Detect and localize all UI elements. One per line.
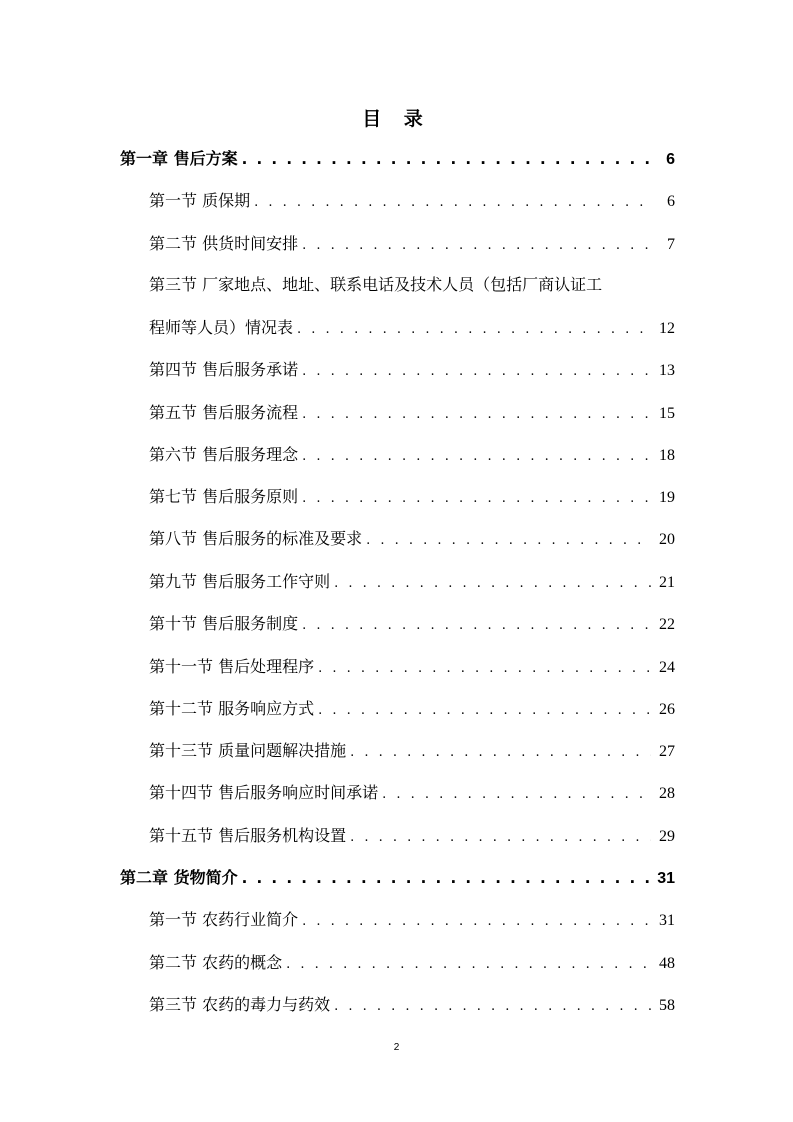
toc-section-1-8[interactable] <box>149 526 675 552</box>
footer-page-number: 2 <box>393 1042 400 1053</box>
toc-leader-dots <box>366 528 651 554</box>
toc-section-label-continued: 程师等人员）情况表 <box>149 318 294 337</box>
toc-section-label: 第七节 售后服务原则 <box>149 487 299 506</box>
toc-section-label: 第二节 农药的概念 <box>149 953 283 972</box>
toc-leader-dots <box>302 402 651 428</box>
toc-section-label: 第十二节 服务响应方式 <box>149 699 315 718</box>
toc-page-number: 18 <box>659 447 675 464</box>
toc-page-number: 29 <box>659 828 675 845</box>
toc-page-number: 28 <box>659 785 675 802</box>
toc-section-1-1[interactable] <box>149 188 675 214</box>
toc-section-label: 第十一节 售后处理程序 <box>149 657 315 676</box>
toc-page-number: 31 <box>657 870 675 887</box>
toc-section-label: 第十节 售后服务制度 <box>149 614 299 633</box>
toc-section-label: 第一节 农药行业简介 <box>149 910 299 929</box>
toc-leader-dots <box>242 865 651 891</box>
toc-section-1-7[interactable] <box>149 484 675 510</box>
toc-section-1-11[interactable] <box>149 654 675 680</box>
toc-page-number: 12 <box>659 320 675 337</box>
toc-page-number: 27 <box>659 743 675 760</box>
toc-section-label: 第四节 售后服务承诺 <box>149 360 299 379</box>
toc-section-label: 第三节 农药的毒力与药效 <box>149 995 331 1014</box>
toc-leader-dots <box>318 698 651 724</box>
toc-chapter-2[interactable] <box>120 865 675 891</box>
toc-section-2-3[interactable] <box>149 992 675 1018</box>
toc-section-label: 第九节 售后服务工作守则 <box>149 572 331 591</box>
toc-page-number: 21 <box>659 574 675 591</box>
toc-page-number: 6 <box>667 193 675 210</box>
toc-page-number: 6 <box>666 151 675 168</box>
toc-section-1-2[interactable] <box>149 231 675 257</box>
toc-section-1-3-line2[interactable] <box>149 315 675 341</box>
toc-section-2-2[interactable] <box>149 950 675 976</box>
toc-page-number: 31 <box>659 912 675 929</box>
toc-section-1-12[interactable] <box>149 696 675 722</box>
toc-section-1-4[interactable] <box>149 357 675 383</box>
toc-section-label: 第六节 售后服务理念 <box>149 445 299 464</box>
toc-section-1-14[interactable] <box>149 780 675 806</box>
toc-leader-dots <box>350 740 651 766</box>
toc-page-number: 15 <box>659 405 675 422</box>
toc-page-number: 22 <box>659 616 675 633</box>
toc-section-1-15[interactable] <box>149 823 675 849</box>
toc-section-label: 第二节 供货时间安排 <box>149 234 299 253</box>
toc-leader-dots <box>302 359 651 385</box>
toc-page-number: 58 <box>659 997 675 1014</box>
toc-leader-dots <box>382 782 651 808</box>
toc-section-2-1[interactable] <box>149 907 675 933</box>
toc-section-label: 第十四节 售后服务响应时间承诺 <box>149 783 379 802</box>
toc-section-label: 第八节 售后服务的标准及要求 <box>149 529 363 548</box>
toc-section-1-13[interactable] <box>149 738 675 764</box>
toc-section-1-3-line1[interactable] <box>149 272 675 298</box>
toc-leader-dots <box>302 233 651 259</box>
toc-section-label: 第一节 质保期 <box>149 191 251 210</box>
toc-page-number: 48 <box>659 955 675 972</box>
toc-chapter-label: 第一章 售后方案 <box>120 149 238 168</box>
toc-leader-dots <box>318 656 651 682</box>
toc-chapter-label: 第二章 货物简介 <box>120 868 238 887</box>
toc-title: 目 录 <box>362 108 431 130</box>
toc-leader-dots <box>302 909 651 935</box>
toc-section-label: 第五节 售后服务流程 <box>149 403 299 422</box>
toc-chapter-1[interactable] <box>120 146 675 172</box>
toc-section-1-5[interactable] <box>149 400 675 426</box>
toc-section-1-9[interactable] <box>149 569 675 595</box>
toc-leader-dots <box>350 825 651 851</box>
toc-section-label: 第三节 厂家地点、地址、联系电话及技术人员（包括厂商认证工 <box>149 275 603 294</box>
toc-page-number: 26 <box>659 701 675 718</box>
toc-section-label: 第十三节 质量问题解决措施 <box>149 741 347 760</box>
toc-page-number: 24 <box>659 659 675 676</box>
toc-leader-dots <box>302 613 651 639</box>
toc-leader-dots <box>302 486 651 512</box>
toc-leader-dots <box>334 571 651 597</box>
toc-leader-dots <box>302 444 651 470</box>
toc-leader-dots <box>286 952 651 978</box>
toc-page-number: 20 <box>659 531 675 548</box>
toc-section-label: 第十五节 售后服务机构设置 <box>149 826 347 845</box>
toc-leader-dots <box>254 190 651 216</box>
toc-page-number: 13 <box>659 362 675 379</box>
toc-leader-dots <box>242 146 651 172</box>
toc-section-1-10[interactable] <box>149 611 675 637</box>
toc-page-number: 19 <box>659 489 675 506</box>
toc-page-number: 7 <box>667 236 675 253</box>
toc-section-1-6[interactable] <box>149 442 675 468</box>
toc-leader-dots <box>297 317 651 343</box>
toc-leader-dots <box>334 994 651 1020</box>
